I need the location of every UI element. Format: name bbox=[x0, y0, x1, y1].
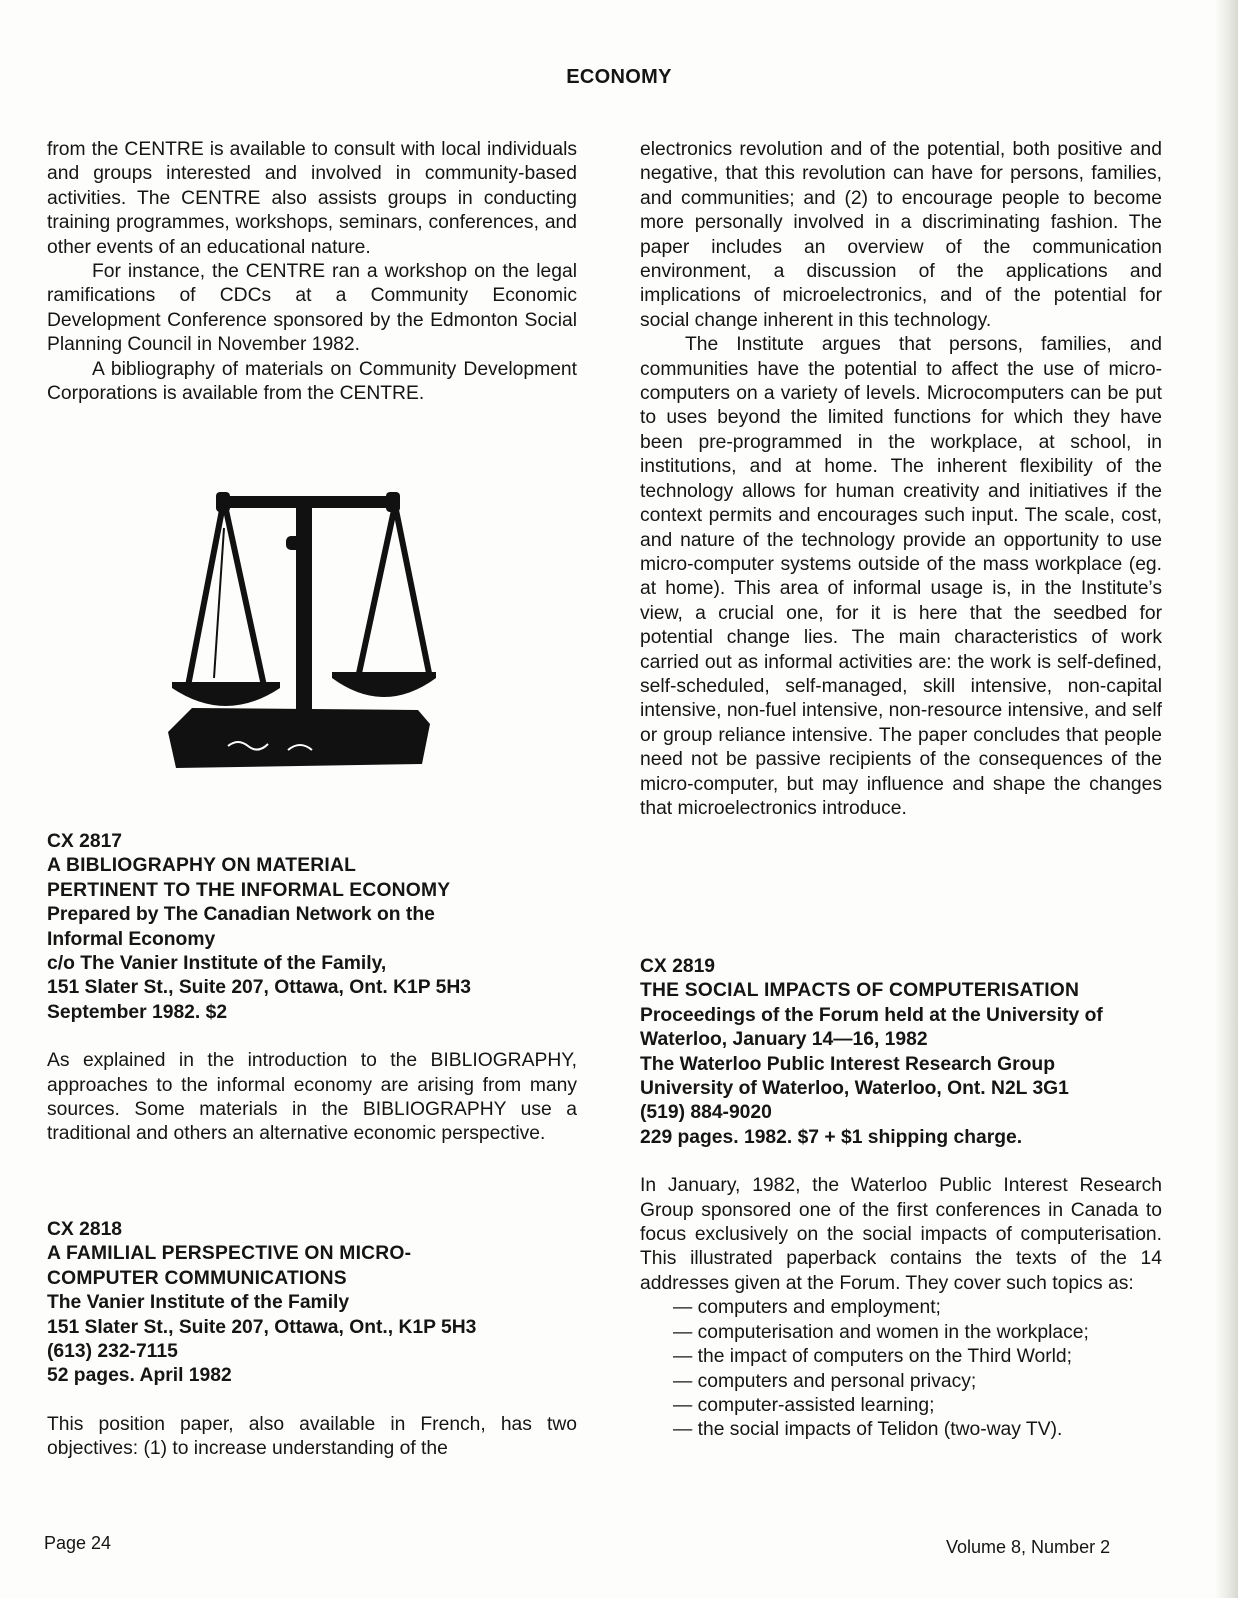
entry-address: c/o The Vanier Institute of the Family, bbox=[47, 953, 387, 975]
entry-publisher: Informal Economy bbox=[47, 928, 216, 950]
intro-paragraph: For instance, the CENTRE ran a workshop on the legal ramifications of CDCs at a Community Economic Development Conference sponsored by the Edmonton Social Planning Council in November 1982. bbox=[47, 261, 577, 356]
entry-description: In January, 1982, the Waterloo Public Interest Research Group sponsored one of the first conferences in Canada to focus exclusively on the social impacts of computerisation. This illustrated paperback contains the texts of the 14 addresses given at the Forum. They cover such topics as: bbox=[640, 1175, 1162, 1294]
entry-publisher: Waterloo, January 14—16, 1982 bbox=[640, 1029, 928, 1051]
entry-title-line: COMPUTER COMMUNICATIONS bbox=[47, 1267, 347, 1289]
entry-phone: (613) 232-7115 bbox=[47, 1341, 178, 1363]
continued-paragraph: electronics revolution and of the potential, both positive and negative, that this revolution can have for persons, families, and communities; and (2) to encourage people to become more personally involved in a discriminating fashion. The paper includes an overview of the communication environment, a discussion of the applications and implications of microelectronics, and of the potential for social change inherent in this technology. bbox=[640, 139, 1162, 331]
topic-item: — computers and personal privacy; bbox=[673, 1370, 1162, 1394]
entry-description: As explained in the introduction to the BIBLIOGRAPHY, approaches to the informal economy are arising from many sources. Some materials in the BIBLIOGRAPHY use a traditional and others an alternative economic perspective. bbox=[47, 1050, 577, 1145]
entry-publisher: Proceedings of the Forum held at the University of bbox=[640, 1004, 1103, 1026]
balance-scale-icon bbox=[168, 488, 440, 768]
entry-phone: (519) 884-9020 bbox=[640, 1102, 772, 1124]
topic-list bbox=[640, 1296, 1162, 1442]
page-number: Page 24 bbox=[44, 1533, 112, 1553]
entry-title-line: PERTINENT TO THE INFORMAL ECONOMY bbox=[47, 879, 451, 901]
entry-cx2818 bbox=[47, 1218, 577, 1462]
entry-cx2819 bbox=[640, 955, 1162, 1443]
entry-title-line: A FAMILIAL PERSPECTIVE ON MICRO- bbox=[47, 1243, 412, 1265]
entry-header bbox=[640, 955, 1162, 1150]
page-edge-shadow bbox=[1216, 0, 1238, 1598]
section-header: ECONOMY bbox=[566, 66, 672, 88]
right-column bbox=[640, 138, 1162, 821]
entry-code: CX 2817 bbox=[47, 831, 123, 852]
entry-address: University of Waterloo, Waterloo, Ont. N2L 3G1 bbox=[640, 1078, 1069, 1100]
entry-code: CX 2819 bbox=[640, 956, 716, 977]
topic-item: — computerisation and women in the workplace; bbox=[673, 1321, 1162, 1345]
intro-paragraph: A bibliography of materials on Community Development Corporations is available from the CENTRE. bbox=[47, 358, 577, 405]
entry-pages-price: 229 pages. 1982. $7 + $1 shipping charge. bbox=[640, 1126, 1023, 1148]
left-column bbox=[47, 138, 577, 406]
entry-publisher: Prepared by The Canadian Network on the bbox=[47, 904, 435, 926]
topic-item: — the social impacts of Telidon (two-way TV). bbox=[673, 1418, 1162, 1442]
issue-label: Volume 8, Number 2 bbox=[946, 1537, 1111, 1557]
entry-description: This position paper, also available in French, has two objectives: (1) to increase understanding of the bbox=[47, 1413, 577, 1460]
entry-organization: The Waterloo Public Interest Research Group bbox=[640, 1053, 1055, 1075]
entry-header bbox=[47, 830, 577, 1025]
entry-address: 151 Slater St., Suite 207, Ottawa, Ont., K1P 5H3 bbox=[47, 1316, 477, 1338]
entry-pages-date: 52 pages. April 1982 bbox=[47, 1365, 232, 1387]
entry-title-line: THE SOCIAL IMPACTS OF COMPUTERISATION bbox=[640, 980, 1080, 1002]
entry-code: CX 2818 bbox=[47, 1219, 123, 1240]
entry-cx2817 bbox=[47, 830, 577, 1147]
topic-item: — computers and employment; bbox=[673, 1296, 1162, 1320]
continued-paragraph: The Institute argues that persons, families, and communities have the potential to affect the use of micro-computers on a variety of levels. Microcomputers can be put to uses beyond the limited functions for which they have been pre-programmed in the workplace, at school, in institutions, and at home. The inherent flexibility of the technology allows for human creativity and initiatives if the context permits and encourages such input. The scale, cost, and nature of the technology provide an opportunity to use micro-computer systems outside of the mass workplace (eg. at home). This area of informal usage is, in the Institute’s view, a crucial one, for it is here that the seedbed for potential change lies. The main characteristics of work carried out as informal activities are: the work is self-defined, self-scheduled, self-managed, skill intensive, non-capital intensive, non-fuel intensive, non-resource intensive, and self or group reliance intensive. The paper concludes that people need not be passive recipients of the consequences of the micro-computer, but may influence and shape the changes that microelectronics introduce. bbox=[640, 334, 1162, 819]
entry-title-line: A BIBLIOGRAPHY ON MATERIAL bbox=[47, 855, 357, 877]
topic-item: — computer-assisted learning; bbox=[673, 1394, 1162, 1418]
entry-date-price: September 1982. $2 bbox=[47, 1001, 228, 1023]
entry-header bbox=[47, 1218, 577, 1389]
entry-publisher: The Vanier Institute of the Family bbox=[47, 1292, 350, 1314]
topic-item: — the impact of computers on the Third World; bbox=[673, 1345, 1162, 1369]
entry-address: 151 Slater St., Suite 207, Ottawa, Ont. K1P 5H3 bbox=[47, 977, 471, 999]
intro-paragraph: from the CENTRE is available to consult with local individuals and groups interested and involved in community-based activities. The CENTRE also assists groups in conducting training programmes, workshops, seminars, conferences, and other events of an educational nature. bbox=[47, 139, 577, 258]
